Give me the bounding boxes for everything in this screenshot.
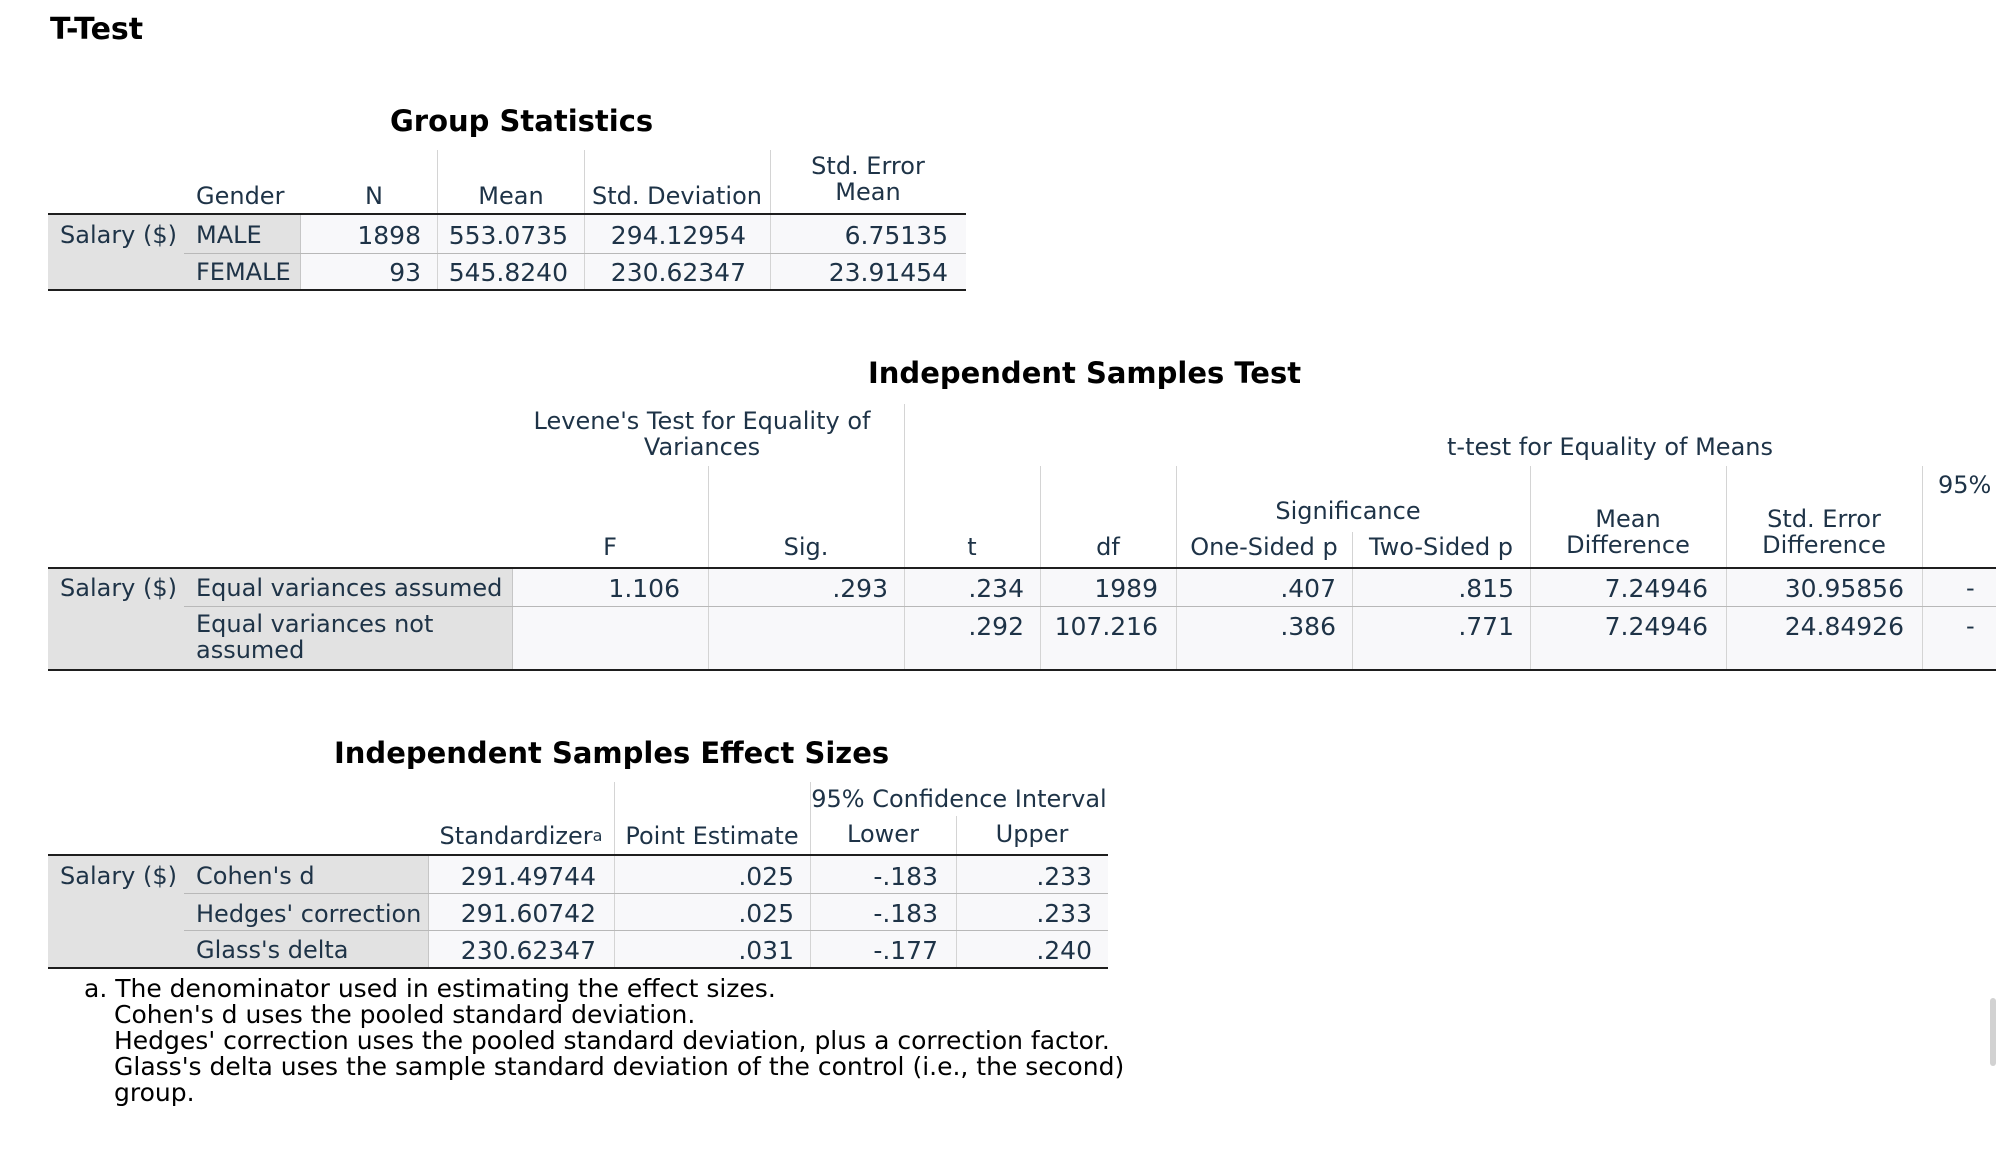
ttest-header: t-test for Equality of Means bbox=[1447, 433, 1773, 461]
f-value bbox=[512, 608, 708, 644]
df-value: 1989 bbox=[1094, 573, 1158, 603]
lower-value: -.177 bbox=[873, 935, 938, 965]
group-statistics-title: Group Statistics bbox=[390, 104, 654, 138]
std-error-difference-value: 24.84926 bbox=[1784, 611, 1904, 641]
sig-value: .293 bbox=[832, 573, 888, 603]
n-value: 93 bbox=[389, 257, 421, 287]
footnote bbox=[84, 976, 1124, 1106]
header-standardizer: Standardizer a bbox=[439, 822, 603, 850]
row-label-equal-variances-not-assumed bbox=[184, 608, 433, 666]
row-label-line2: assumed bbox=[196, 636, 305, 664]
standardizer-value: 291.49744 bbox=[460, 861, 596, 891]
levene-header-line1: Levene's Test for Equality of bbox=[533, 407, 871, 435]
ci-value-truncated: - bbox=[1966, 574, 1975, 602]
row-label-line1: Equal variances not bbox=[196, 610, 434, 638]
upper-value: .240 bbox=[1036, 935, 1092, 965]
lower-value: -.183 bbox=[873, 899, 938, 928]
header-std-error-difference-line2: Difference bbox=[1762, 531, 1886, 559]
header-mean-difference-line2: Difference bbox=[1566, 531, 1690, 559]
std-error-value: 23.91454 bbox=[828, 257, 948, 287]
lower-value: -.183 bbox=[873, 861, 938, 891]
row-label-equal-variances-assumed: Equal variances assumed bbox=[196, 574, 503, 602]
standardizer-value: 230.62347 bbox=[460, 935, 596, 965]
upper-value: .233 bbox=[1036, 899, 1092, 928]
group-label-male: MALE bbox=[196, 221, 262, 249]
ci-header-partial: 95% bbox=[1938, 471, 1992, 499]
point-estimate-value: .025 bbox=[738, 899, 794, 928]
upper-value: .233 bbox=[1036, 861, 1092, 891]
one-sided-p-value: .407 bbox=[1280, 573, 1336, 603]
header-two-sided-p: Two-Sided p bbox=[1368, 533, 1514, 561]
footnote-line: a. The denominator used in estimating the effect sizes. bbox=[84, 974, 776, 1003]
header-mean-difference-line1: Mean bbox=[1595, 505, 1661, 533]
header-std-error-line2: Mean bbox=[835, 178, 901, 206]
std-deviation-value: 230.62347 bbox=[610, 257, 746, 287]
header-std-error-mean bbox=[770, 150, 966, 208]
std-error-value: 6.75135 bbox=[844, 220, 948, 250]
header-f: F bbox=[603, 533, 617, 561]
header-df: df bbox=[1096, 533, 1120, 561]
independent-test-variable-label: Salary ($) bbox=[60, 574, 178, 602]
effect-sizes-title: Independent Samples Effect Sizes bbox=[334, 736, 890, 770]
effect-sizes-variable-label: Salary ($) bbox=[60, 862, 178, 890]
scrollbar-thumb[interactable] bbox=[1990, 998, 1996, 1066]
group-stats-variable-label: Salary ($) bbox=[60, 221, 178, 249]
standardizer-value: 291.60742 bbox=[460, 899, 596, 928]
header-n: N bbox=[365, 182, 383, 210]
std-error-difference-value: 30.95856 bbox=[1784, 573, 1904, 603]
header-t: t bbox=[967, 533, 977, 561]
sig-value bbox=[708, 608, 904, 644]
levene-header bbox=[512, 404, 892, 464]
point-estimate-value: .031 bbox=[738, 935, 794, 965]
mean-difference-value: 7.24946 bbox=[1604, 611, 1708, 641]
two-sided-p-value: .771 bbox=[1458, 611, 1514, 641]
two-sided-p-value: .815 bbox=[1458, 573, 1514, 603]
page-title: T-Test bbox=[50, 12, 144, 47]
mean-value: 553.0735 bbox=[448, 220, 568, 250]
header-sig: Sig. bbox=[783, 533, 829, 561]
header-std-error-line1: Std. Error bbox=[811, 152, 925, 180]
footnote-line: Cohen's d uses the pooled standard deviation. bbox=[114, 1000, 696, 1029]
measure-label: Hedges' correction bbox=[196, 899, 422, 928]
levene-header-line2: Variances bbox=[643, 433, 761, 461]
point-estimate-value: .025 bbox=[738, 861, 794, 891]
t-value: .292 bbox=[968, 611, 1024, 641]
header-mean-difference bbox=[1530, 502, 1726, 562]
std-deviation-value: 294.12954 bbox=[610, 220, 746, 250]
measure-label: Glass's delta bbox=[196, 936, 349, 964]
header-point-estimate: Point Estimate bbox=[625, 822, 799, 850]
header-upper: Upper bbox=[995, 820, 1069, 848]
header-one-sided-p: One-Sided p bbox=[1190, 533, 1338, 561]
footnote-line: Glass's delta uses the sample standard deviation of the control (i.e., the second) bbox=[114, 1052, 1125, 1081]
footnote-line: group. bbox=[114, 1078, 195, 1107]
significance-header: Significance bbox=[1275, 497, 1421, 525]
footnote-line: Hedges' correction uses the pooled standard deviation, plus a correction factor. bbox=[114, 1026, 1110, 1055]
mean-value: 545.8240 bbox=[448, 257, 568, 287]
header-mean: Mean bbox=[478, 182, 544, 210]
independent-test-title: Independent Samples Test bbox=[868, 356, 1302, 390]
measure-label: Cohen's d bbox=[196, 862, 315, 890]
header-std-error-difference bbox=[1726, 502, 1922, 562]
header-std-deviation: Std. Deviation bbox=[592, 182, 762, 210]
header-standardizer-label: Standardizer bbox=[439, 822, 593, 850]
header-std-error-difference-line1: Std. Error bbox=[1767, 505, 1881, 533]
header-gender: Gender bbox=[196, 182, 285, 210]
t-value: .234 bbox=[968, 573, 1024, 603]
header-lower: Lower bbox=[847, 820, 919, 848]
mean-difference-value: 7.24946 bbox=[1604, 573, 1708, 603]
header-confidence-interval: 95% Confidence Interval bbox=[811, 785, 1107, 813]
f-value: 1.106 bbox=[608, 573, 680, 603]
ci-value-truncated: - bbox=[1966, 612, 1975, 640]
group-label-female: FEMALE bbox=[196, 258, 291, 286]
n-value: 1898 bbox=[357, 220, 421, 250]
df-value: 107.216 bbox=[1054, 611, 1158, 641]
one-sided-p-value: .386 bbox=[1280, 611, 1336, 641]
